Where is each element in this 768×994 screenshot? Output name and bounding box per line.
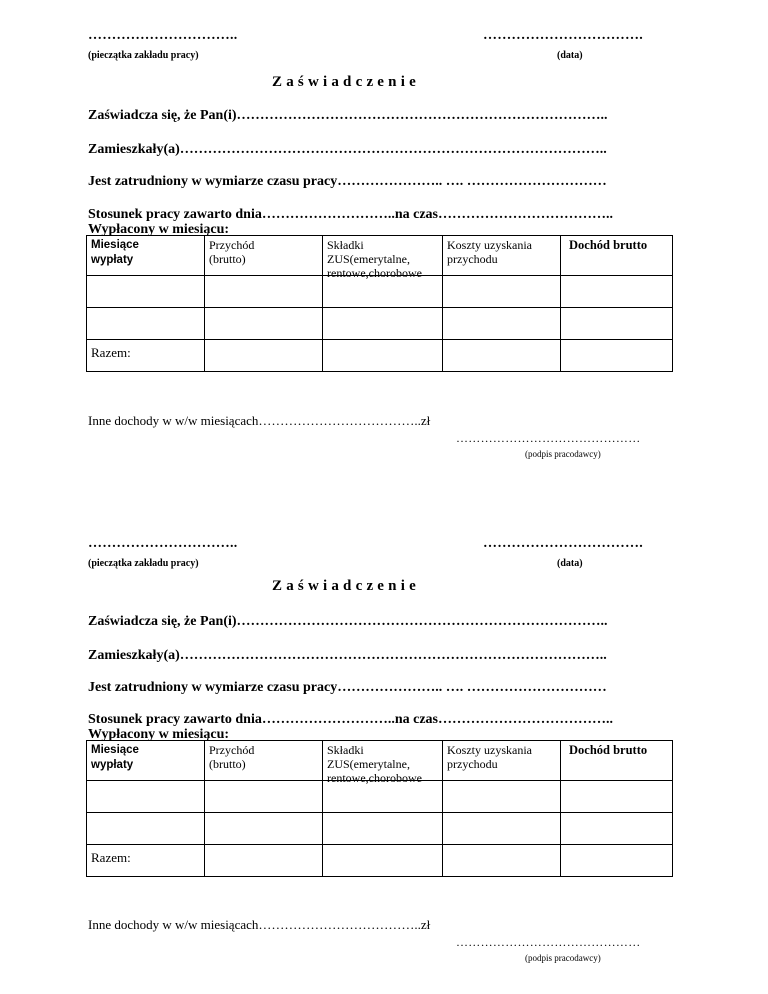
table-cell[interactable] <box>323 276 443 308</box>
income-table <box>86 235 673 372</box>
employee-name-line[interactable]: Zaświadcza się, że Pan(i)…………………………………………………………………….. <box>88 614 608 629</box>
table-cell[interactable] <box>323 781 443 813</box>
header-costs <box>443 236 561 276</box>
stamp-dots[interactable]: ………………………….. <box>88 536 238 551</box>
total-label-cell <box>87 340 205 372</box>
header-contributions-line2: ZUS(emerytalne, <box>327 252 410 266</box>
other-income-line[interactable]: Inne dochody w w/w miesiącach………………………………..zł <box>88 413 431 428</box>
header-costs-line2: przychodu <box>447 757 498 771</box>
header-contributions-line1: Składki <box>327 238 364 252</box>
table-cell[interactable] <box>443 308 561 340</box>
header-income-line2: (brutto) <box>209 252 246 266</box>
date-dots[interactable]: ……………………………. <box>483 536 643 551</box>
table-cell[interactable] <box>561 781 673 813</box>
header-contributions-line2: ZUS(emerytalne, <box>327 757 410 771</box>
table-cell[interactable] <box>87 813 205 845</box>
header-gross <box>561 741 673 781</box>
date-caption: (data) <box>557 558 583 569</box>
table-cell[interactable] <box>443 813 561 845</box>
table-cell[interactable] <box>87 276 205 308</box>
header-costs-line2: przychodu <box>447 252 498 266</box>
working-time-line[interactable]: Jest zatrudniony w wymiarze czasu pracy………………….. …. ………………………… <box>88 174 607 189</box>
date-caption: (data) <box>557 50 583 61</box>
form-title: Zaświadczenie <box>272 578 420 594</box>
header-gross-label: Dochód brutto <box>569 743 648 757</box>
header-contributions-line1: Składki <box>327 743 364 757</box>
other-income-line[interactable]: Inne dochody w w/w miesiącach………………………………..zł <box>88 917 431 932</box>
header-gross-label: Dochód brutto <box>569 238 648 252</box>
contract-line[interactable]: Stosunek pracy zawarto dnia………………………..na czas……………………………….. <box>88 712 614 727</box>
paid-month-label: Wypłacony w miesiącu: <box>88 727 230 742</box>
income-table <box>86 740 673 877</box>
total-label: Razem: <box>91 345 131 360</box>
header-contributions <box>323 236 443 280</box>
header-costs-line1: Koszty uzyskania <box>447 743 532 757</box>
header-contributions-line3: rentowe,chorobowe <box>327 266 422 280</box>
table-cell[interactable] <box>443 340 561 372</box>
header-costs <box>443 741 561 781</box>
header-gross <box>561 236 673 276</box>
address-line[interactable]: Zamieszkały(a)……………………………………………………………………………….. <box>88 648 607 663</box>
table-cell[interactable] <box>561 340 673 372</box>
employee-name-line[interactable]: Zaświadcza się, że Pan(i)…………………………………………………………………….. <box>88 108 608 123</box>
table-cell[interactable] <box>561 276 673 308</box>
header-costs-line1: Koszty uzyskania <box>447 238 532 252</box>
header-income <box>205 236 323 276</box>
address-line[interactable]: Zamieszkały(a)……………………………………………………………………………….. <box>88 142 607 157</box>
header-month <box>87 741 205 781</box>
table-cell[interactable] <box>443 276 561 308</box>
header-month <box>87 236 205 276</box>
table-cell[interactable] <box>443 781 561 813</box>
table-cell[interactable] <box>561 308 673 340</box>
signature-dots[interactable]: ……………………………………… <box>456 935 641 949</box>
working-time-line[interactable]: Jest zatrudniony w wymiarze czasu pracy………………….. …. ………………………… <box>88 680 607 695</box>
header-month-line2: wypłaty <box>91 759 134 771</box>
table-cell[interactable] <box>205 781 323 813</box>
table-cell[interactable] <box>205 308 323 340</box>
total-label: Razem: <box>91 850 131 865</box>
header-month-line1: Miesiące <box>91 744 139 756</box>
header-income-line2: (brutto) <box>209 757 246 771</box>
table-cell[interactable] <box>205 813 323 845</box>
signature-dots[interactable]: ……………………………………… <box>456 431 641 445</box>
signature-caption: (podpis pracodawcy) <box>525 953 601 963</box>
header-contributions <box>323 741 443 785</box>
header-month-line1: Miesiące <box>91 239 139 251</box>
table-cell[interactable] <box>443 845 561 877</box>
stamp-caption: (pieczątka zakładu pracy) <box>88 50 199 61</box>
table-cell[interactable] <box>561 845 673 877</box>
signature-caption: (podpis pracodawcy) <box>525 449 601 459</box>
stamp-dots[interactable]: ………………………….. <box>88 28 238 43</box>
contract-line[interactable]: Stosunek pracy zawarto dnia………………………..na czas……………………………….. <box>88 207 614 222</box>
header-contributions-line3: rentowe,chorobowe <box>327 771 422 785</box>
header-income-line1: Przychód <box>209 238 255 252</box>
table-cell[interactable] <box>323 308 443 340</box>
header-month-line2: wypłaty <box>91 254 134 266</box>
table-cell[interactable] <box>323 340 443 372</box>
table-cell[interactable] <box>87 781 205 813</box>
total-label-cell <box>87 845 205 877</box>
table-cell[interactable] <box>323 813 443 845</box>
table-cell[interactable] <box>205 845 323 877</box>
date-dots[interactable]: ……………………………. <box>483 28 643 43</box>
table-cell[interactable] <box>323 845 443 877</box>
table-cell[interactable] <box>205 340 323 372</box>
header-income-line1: Przychód <box>209 743 255 757</box>
table-cell[interactable] <box>87 308 205 340</box>
header-income <box>205 741 323 781</box>
paid-month-label: Wypłacony w miesiącu: <box>88 222 230 237</box>
table-cell[interactable] <box>205 276 323 308</box>
form-title: Zaświadczenie <box>272 74 420 90</box>
table-cell[interactable] <box>561 813 673 845</box>
stamp-caption: (pieczątka zakładu pracy) <box>88 558 199 569</box>
